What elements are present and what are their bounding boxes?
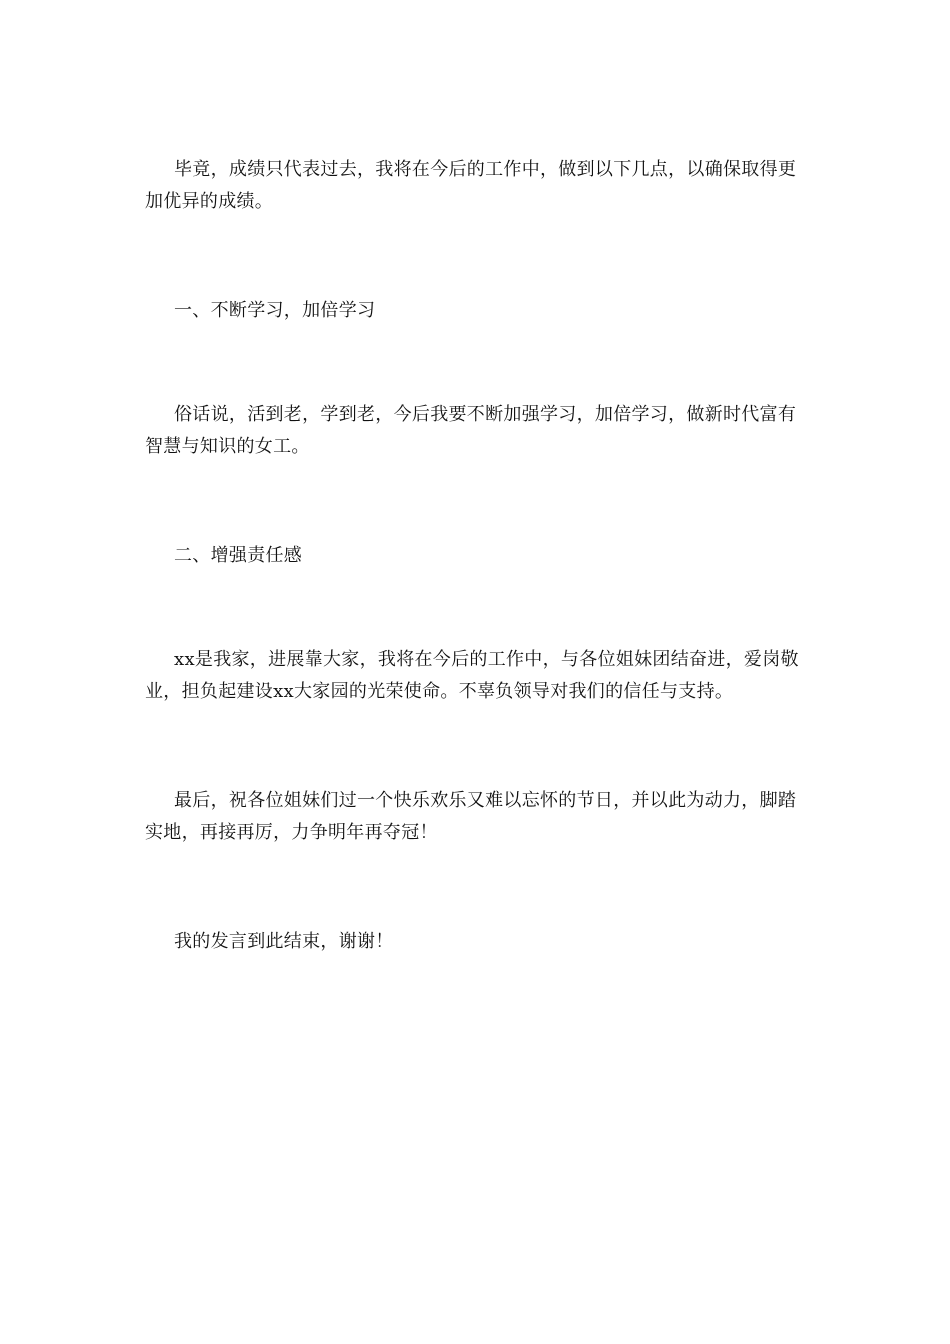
paragraph-closing-wish: 最后，祝各位姐妹们过一个快乐欢乐又难以忘怀的节日，并以此为动力，脚踏实地，再接再厉，力争明年再夺冠！ (145, 790, 797, 843)
paragraph-closing-thanks: 我的发言到此结束，谢谢！ (174, 931, 394, 952)
paragraph-intro: 毕竟，成绩只代表过去，我将在今后的工作中，做到以下几点，以确保取得更加优异的成绩。 (145, 159, 797, 212)
heading-point-two: 二、增强责任感 (174, 545, 303, 566)
paragraph-point-one: 俗话说，活到老，学到老，今后我要不断加强学习，加倍学习，做新时代富有智慧与知识的女工。 (145, 404, 797, 457)
paragraph-point-two: xx是我家，进展靠大家，我将在今后的工作中，与各位姐妹团结奋进，爱岗敬业，担负起建设xx大家园的光荣使命。不辜负领导对我们的信任与支持。 (145, 649, 799, 702)
heading-point-one: 一、不断学习，加倍学习 (174, 300, 376, 321)
